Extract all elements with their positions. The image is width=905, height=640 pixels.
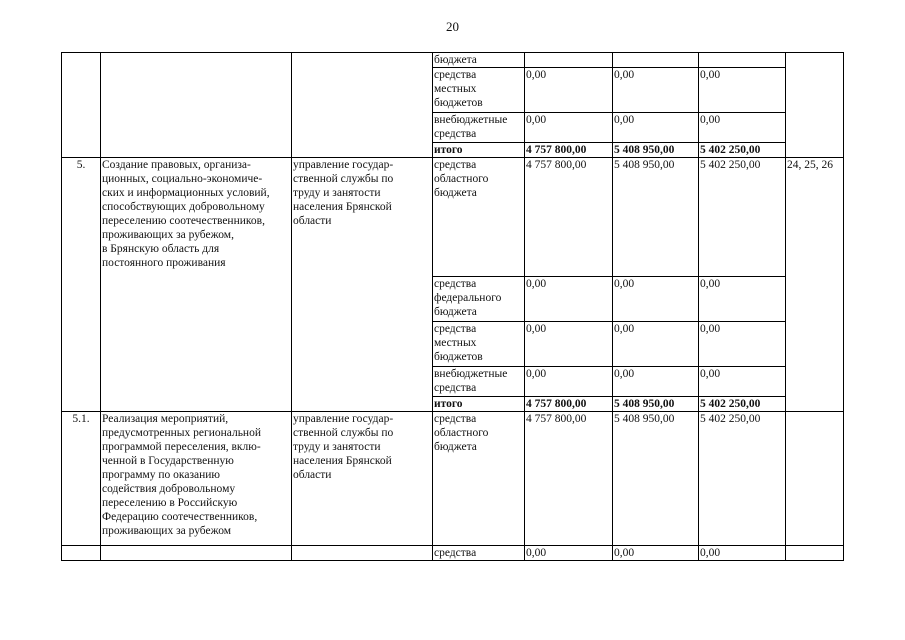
item-executor: управление государ- ственной службы по труду и занятости населения Брянской области	[292, 412, 433, 546]
refs-cell	[786, 53, 844, 158]
value-cell: 0,00	[613, 322, 699, 367]
source-cell: внебюджетные средства	[433, 113, 525, 143]
value-cell: 0,00	[699, 113, 786, 143]
value-cell: 0,00	[699, 68, 786, 113]
table-row	[62, 546, 844, 561]
item-refs: 24, 25, 26	[786, 158, 844, 412]
title-cell	[101, 546, 292, 561]
table-row	[62, 53, 844, 68]
value-cell: 5 402 250,00	[699, 158, 786, 277]
total-label: итого	[433, 143, 525, 158]
total-value: 5 408 950,00	[613, 143, 699, 158]
title-cell	[101, 53, 292, 158]
source-cell: средства федерального бюджета	[433, 277, 525, 322]
refs-cell	[786, 546, 844, 561]
source-cell: средства областного бюджета	[433, 412, 525, 546]
refs-cell	[786, 412, 844, 546]
total-value: 5 402 250,00	[699, 143, 786, 158]
source-cell: средства областного бюджета	[433, 158, 525, 277]
value-cell: 0,00	[525, 277, 613, 322]
source-cell: бюджета	[433, 53, 525, 68]
item-title: Создание правовых, организа- ционных, социально-экономиче- ских и информационных условий, способствующих добровольному переселению соотечественников, проживающих за рубежом, в Брянскую область для постоянного проживания	[101, 158, 292, 412]
value-cell: 5 402 250,00	[699, 412, 786, 546]
value-cell: 5 408 950,00	[613, 158, 699, 277]
total-value: 4 757 800,00	[525, 143, 613, 158]
value-cell: 0,00	[613, 68, 699, 113]
total-label: итого	[433, 397, 525, 412]
num-cell	[62, 53, 101, 158]
value-cell: 0,00	[525, 367, 613, 397]
source-cell: внебюджетные средства	[433, 367, 525, 397]
num-cell	[62, 546, 101, 561]
value-cell: 0,00	[525, 68, 613, 113]
value-cell: 4 757 800,00	[525, 158, 613, 277]
executor-cell	[292, 546, 433, 561]
item-number: 5.1.	[62, 412, 101, 546]
value-cell: 0,00	[525, 113, 613, 143]
budget-table	[61, 52, 844, 561]
value-cell	[525, 53, 613, 68]
value-cell: 0,00	[699, 367, 786, 397]
value-cell: 0,00	[699, 277, 786, 322]
value-cell: 0,00	[699, 322, 786, 367]
source-cell: средства местных бюджетов	[433, 68, 525, 113]
value-cell: 0,00	[525, 546, 613, 561]
value-cell: 0,00	[613, 546, 699, 561]
source-cell: средства	[433, 546, 525, 561]
table-row	[62, 158, 844, 277]
value-cell: 0,00	[613, 277, 699, 322]
total-value: 5 408 950,00	[613, 397, 699, 412]
value-cell: 5 408 950,00	[613, 412, 699, 546]
value-cell: 4 757 800,00	[525, 412, 613, 546]
value-cell	[613, 53, 699, 68]
item-executor: управление государ- ственной службы по труду и занятости населения Брянской области	[292, 158, 433, 412]
item-number: 5.	[62, 158, 101, 412]
executor-cell	[292, 53, 433, 158]
source-cell: средства местных бюджетов	[433, 322, 525, 367]
total-value: 4 757 800,00	[525, 397, 613, 412]
value-cell: 0,00	[613, 367, 699, 397]
total-value: 5 402 250,00	[699, 397, 786, 412]
value-cell	[699, 53, 786, 68]
table-row	[62, 412, 844, 546]
item-title: Реализация мероприятий, предусмотренных региональной программой переселения, вклю- ченной в Государственную программу по оказанию содействия добровольному переселению в Российскую Федерацию соотечественников, проживающих за рубежом	[101, 412, 292, 546]
value-cell: 0,00	[525, 322, 613, 367]
page-number: 20	[446, 19, 459, 34]
value-cell: 0,00	[699, 546, 786, 561]
value-cell: 0,00	[613, 113, 699, 143]
